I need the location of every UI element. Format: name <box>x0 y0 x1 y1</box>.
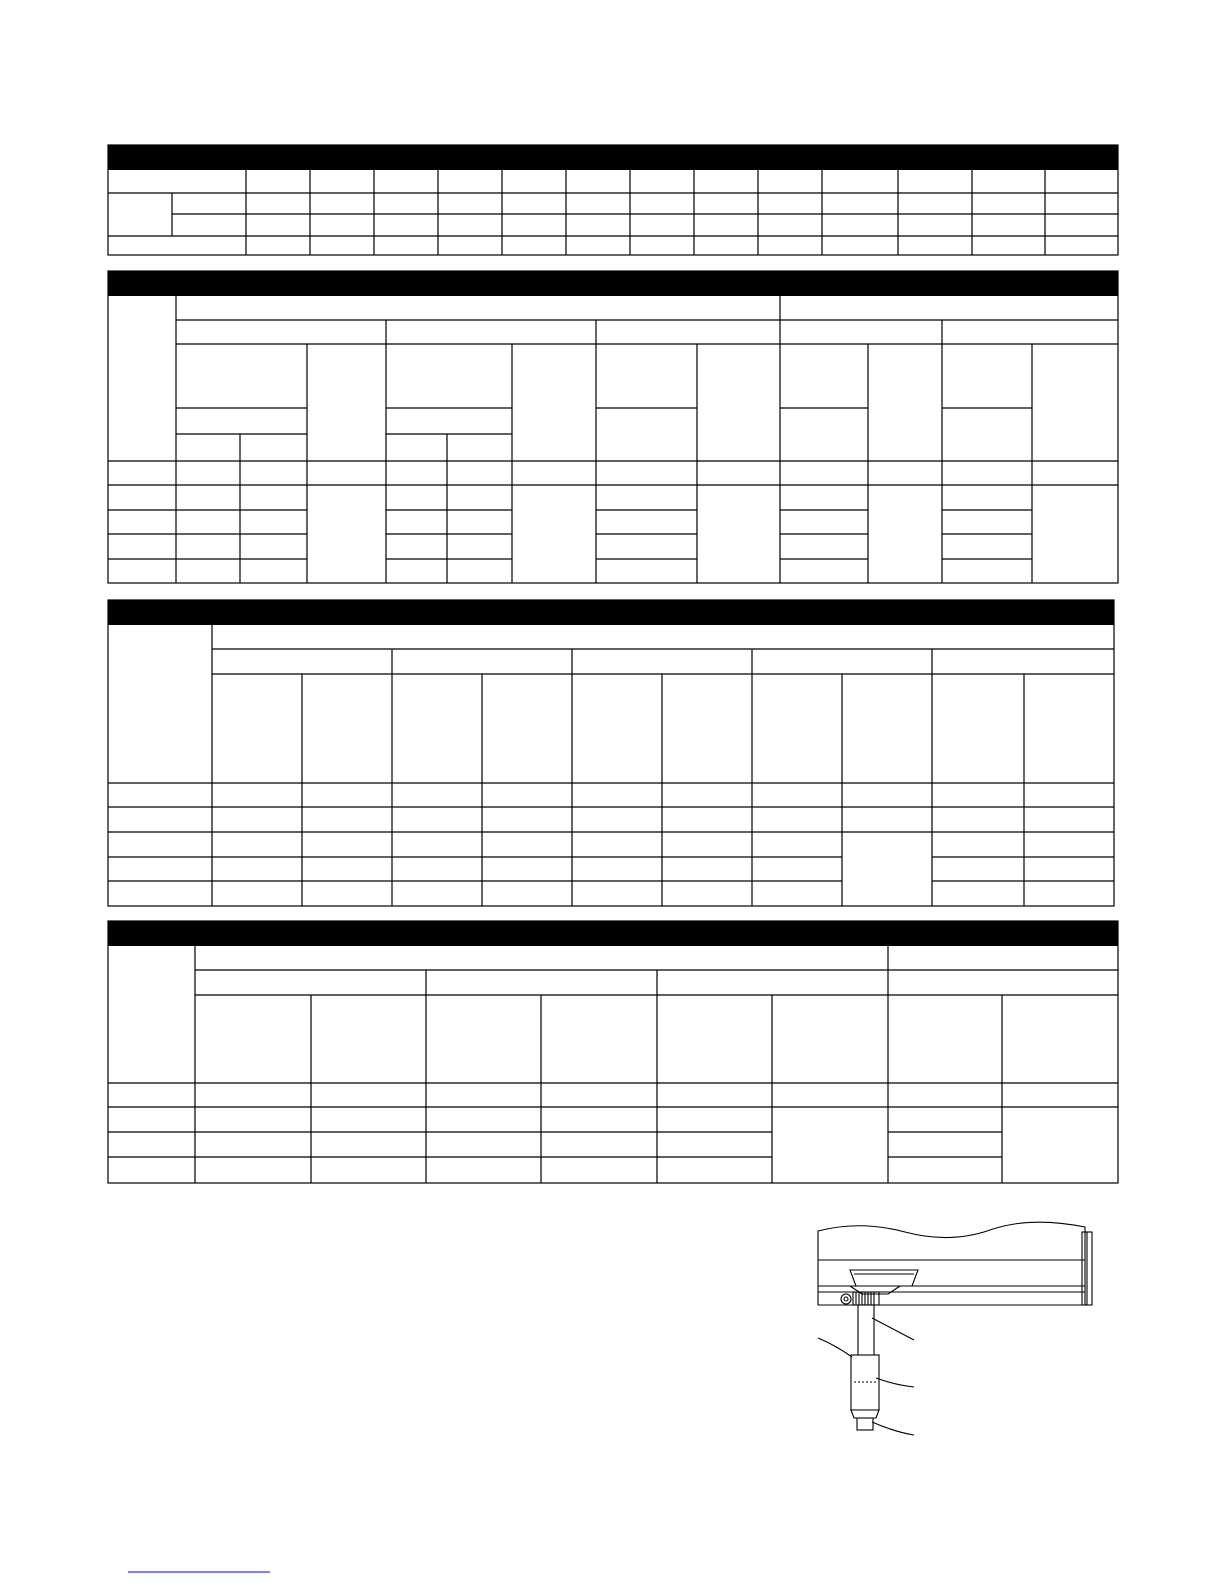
table-2-header-bar <box>108 271 1118 296</box>
table-3-header-bar <box>108 600 1114 625</box>
table-2-frame <box>108 271 1118 583</box>
table-2-body-rows <box>108 510 1032 559</box>
table-1 <box>108 145 1118 255</box>
table-2 <box>108 271 1118 583</box>
callout-leader-2 <box>818 1338 852 1357</box>
table-1-header-bar <box>108 145 1118 170</box>
callout-leader-4 <box>872 1422 914 1435</box>
drain-hose <box>851 1305 879 1430</box>
table-3 <box>108 600 1114 906</box>
table-4 <box>108 921 1118 1183</box>
drain-hose-illustration <box>818 1222 1092 1435</box>
table-1-column-dividers <box>246 170 1045 255</box>
table-4-header-bar <box>108 921 1118 946</box>
table-4-frame <box>108 921 1118 1183</box>
callout-leader-1 <box>872 1318 914 1340</box>
table-3-frame <box>108 600 1114 906</box>
callout-leader-3 <box>876 1378 914 1387</box>
